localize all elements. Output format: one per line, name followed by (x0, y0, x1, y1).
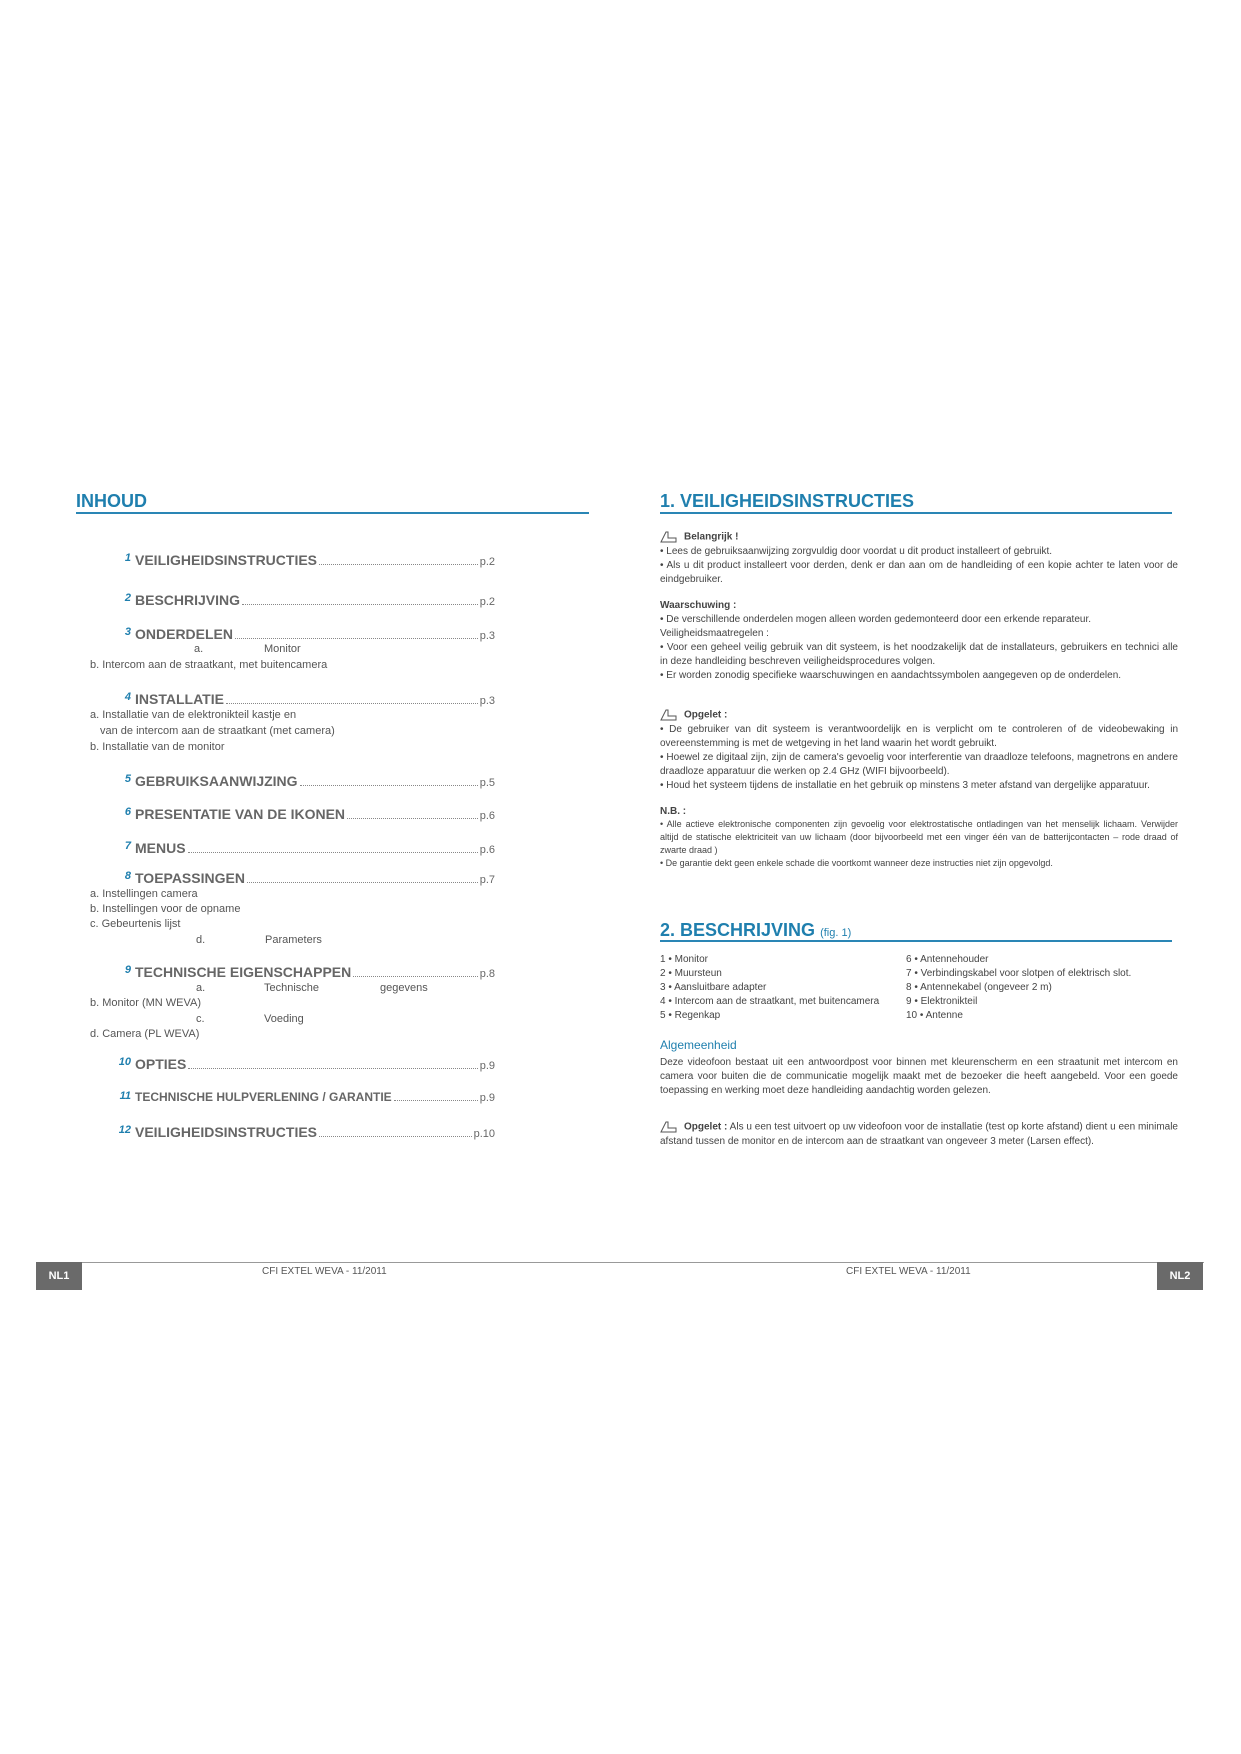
toc-page: p.10 (473, 1128, 495, 1140)
toc-heading: INHOUD (76, 491, 147, 511)
toc-entry[interactable] (119, 1090, 495, 1108)
footer-rule (36, 1262, 1204, 1263)
toc-page: p.7 (479, 874, 495, 886)
list-item: 9 • Elektronikteil (906, 996, 978, 1007)
heading-rule (76, 512, 589, 514)
parts-list-left (660, 953, 879, 1023)
toc-entry[interactable] (118, 1124, 495, 1142)
toc-page: p.3 (479, 695, 495, 707)
toc-number: 4 (124, 691, 131, 703)
toc-number: 8 (124, 870, 131, 882)
measures-text: • Voor een geheel veilig gebruik van dit systeem, is het noodzakelijk dat de installateurs, gebruikers en technici alle in deze handleiding beschreven veiligheidsprocedures volgen. (660, 642, 1178, 667)
page-badge-left: NL1 (36, 1262, 82, 1290)
sub-letter: c. (196, 1013, 205, 1025)
sub-item: c. Gebeurtenis lijst (90, 918, 181, 930)
toc-number: 1 (124, 552, 131, 564)
list-item: 1 • Monitor (660, 954, 708, 965)
section-title-text: 2. BESCHRIJVING (660, 920, 816, 940)
sub-item: d. Camera (PL WEVA) (90, 1028, 200, 1040)
toc-entry[interactable] (124, 964, 495, 982)
section-title-description (660, 920, 851, 941)
sub-item: b. Instellingen voor de opname (90, 903, 241, 915)
toc-number: 10 (118, 1056, 131, 1068)
heading-rule (660, 512, 1172, 514)
page-badge-right: NL2 (1157, 1262, 1203, 1290)
toc-title: TECHNISCHE EIGENSCHAPPEN (135, 964, 352, 980)
toc-page: p.9 (479, 1092, 495, 1104)
toc-entry[interactable] (124, 840, 495, 858)
toc-page: p.2 (479, 596, 495, 608)
important-label: Belangrijk ! (684, 531, 739, 543)
toc-title: TOEPASSINGEN (135, 870, 245, 886)
hand-pointer-icon (660, 1120, 678, 1134)
toc-page: p.6 (479, 810, 495, 822)
toc-page: p.6 (479, 844, 495, 856)
toc-title: INSTALLATIE (135, 691, 224, 707)
measures-text: • Er worden zonodig specifieke waarschuwingen en aandachtssymbolen aangegeven op de onderdelen. (660, 670, 1122, 681)
toc-entry[interactable] (124, 870, 495, 888)
footer-text-left: CFI EXTEL WEVA - 11/2011 (262, 1266, 387, 1277)
hand-pointer-icon (660, 530, 678, 544)
sub-item: Voeding (264, 1013, 304, 1025)
caution-text: • De gebruiker van dit systeem is verantwoordelijk en is verplicht om te controleren of de videobewaking in overeenstemming is met de wetgeving in het land waarin het wordt gebruikt. (660, 723, 1178, 749)
nb-label: N.B. : (660, 806, 687, 817)
toc-page: p.5 (479, 777, 495, 789)
final-caution-label: Opgelet : (684, 1121, 728, 1133)
sub-item: a. Instellingen camera (90, 888, 198, 900)
caution-label: Opgelet : (684, 709, 728, 721)
list-item: 2 • Muursteun (660, 968, 722, 979)
toc-number: 6 (124, 806, 131, 818)
toc-title: MENUS (135, 840, 186, 856)
caution-text: • Houd het systeem tijdens de installatie en het gebruik op minstens 3 meter afstand van dergelijke apparatuur. (660, 779, 1150, 791)
toc-title: OPTIES (135, 1056, 187, 1072)
sub-item: Parameters (265, 934, 322, 946)
toc-page: p.2 (479, 556, 495, 568)
sub-letter: d. (196, 934, 206, 946)
toc-title: TECHNISCHE HULPVERLENING / GARANTIE (135, 1090, 392, 1104)
warning-label: Waarschuwing : (660, 600, 737, 611)
toc-page: p.9 (479, 1060, 495, 1072)
sub-item: b. Monitor (MN WEVA) (90, 997, 202, 1009)
toc-title: BESCHRIJVING (135, 592, 241, 608)
toc-entry[interactable] (124, 691, 495, 709)
sub-item: van de intercom aan de straatkant (met camera) (100, 725, 335, 737)
toc-number: 7 (124, 840, 131, 852)
toc-title: PRESENTATIE VAN DE IKONEN (135, 806, 346, 822)
toc-entry[interactable] (124, 592, 495, 610)
nb-block (660, 805, 1178, 870)
measures-label: Veiligheidsmaatregelen : (660, 628, 769, 639)
list-item: 4 • Intercom aan de straatkant, met buitencamera (660, 996, 880, 1007)
toc-title: GEBRUIKSAANWIJZING (135, 773, 298, 789)
toc-entry[interactable] (118, 1056, 495, 1074)
sub-letter: a. (196, 982, 206, 994)
toc-number: 3 (124, 626, 131, 638)
footer-text-right: CFI EXTEL WEVA - 11/2011 (846, 1266, 971, 1277)
toc-number: 5 (124, 773, 131, 785)
final-caution-text: Als u een test uitvoert op uw videofoon voor de installatie (test op korte afstand) dient u een minimale afstand tussen de monitor en de intercom aan de straatkant van ongeveer 3 meter (Larsen effect). (660, 1121, 1178, 1147)
nb-text: • Alle actieve elektronische componenten zijn gevoelig voor elektrostatische ontladingen van het menselijk lichaam. Verwijder altijd de statische elektriciteit van uw lichaam (door bijvoorbeeld met een vinger één van de batterijcontacten – rode draad of zwarte draad ) (660, 819, 1178, 855)
list-item: 3 • Aansluitbare adapter (660, 982, 767, 993)
sub-item: b. Intercom aan de straatkant, met buitencamera (90, 659, 328, 671)
important-text: • Lees de gebruiksaanwijzing zorgvuldig door voordat u dit product installeert of gebruikt. (660, 545, 1053, 557)
important-text: • Als u dit product installeert voor derden, denk er dan aan om de handleiding of een kopie achter te laten voor de eindgebruiker. (660, 559, 1178, 585)
sub-item: b. Installatie van de monitor (90, 741, 225, 753)
toc-number: 11 (119, 1090, 131, 1102)
toc-entry[interactable] (124, 773, 495, 791)
heading-rule (660, 940, 1172, 942)
list-item: 7 • Verbindingskabel voor slotpen of elektrisch slot. (906, 968, 1132, 979)
toc-title: ONDERDELEN (135, 626, 234, 642)
toc-number: 9 (124, 964, 131, 976)
toc-title: VEILIGHEIDSINSTRUCTIES (135, 552, 318, 568)
important-block (660, 530, 1178, 587)
figure-reference: (fig. 1) (820, 927, 852, 939)
nb-text: • De garantie dekt geen enkele schade die voortkomt wanneer deze instructies niet zijn opgevolgd. (660, 858, 1053, 868)
toc-entry[interactable] (124, 806, 495, 824)
general-text: Deze videofoon bestaat uit een antwoordpost voor binnen met kleurenscherm en een straatunit met intercom en camera voor buiten die de communicatie mogelijk maakt met de bezoeker die heeft aangebeld. Voor een goede toepassing en werking moet deze handleiding aandachtig worden gelezen. (660, 1057, 1178, 1096)
sub-letter: a. (194, 643, 204, 655)
general-title: Algemeenheid (660, 1038, 737, 1052)
parts-list-right (906, 953, 1131, 1023)
toc-number: 12 (118, 1124, 131, 1136)
sub-item: gegevens (380, 982, 428, 994)
list-item: 6 • Antennehouder (906, 954, 989, 965)
list-item: 8 • Antennekabel (ongeveer 2 m) (906, 982, 1052, 993)
hand-pointer-icon (660, 708, 678, 722)
toc-page: p.3 (479, 630, 495, 642)
warning-block (660, 599, 1178, 683)
caution-text: • Hoewel ze digitaal zijn, zijn de camera's gevoelig voor interferentie van draadloze telefoons, magnetrons en andere draadloze apparatuur die werken op 2.4 GHz (WIFI bijvoorbeeld). (660, 751, 1178, 777)
toc-page: p.8 (479, 968, 495, 980)
sub-item: a. Installatie van de elektronikteil kastje en (90, 709, 297, 721)
caution-block (660, 708, 1178, 793)
list-item: 10 • Antenne (906, 1010, 963, 1021)
sub-item: Technische (264, 982, 320, 994)
warning-text: • De verschillende onderdelen mogen alleen worden gedemonteerd door een erkende reparateur. (660, 614, 1092, 625)
toc-entry[interactable] (124, 552, 495, 570)
toc-entry[interactable] (124, 626, 495, 644)
list-item: 5 • Regenkap (660, 1010, 721, 1021)
final-caution (660, 1120, 1178, 1149)
section-title-safety: 1. VEILIGHEIDSINSTRUCTIES (660, 491, 915, 511)
toc-title: VEILIGHEIDSINSTRUCTIES (135, 1124, 318, 1140)
sub-item: Monitor (264, 643, 301, 655)
toc-number: 2 (124, 592, 131, 604)
